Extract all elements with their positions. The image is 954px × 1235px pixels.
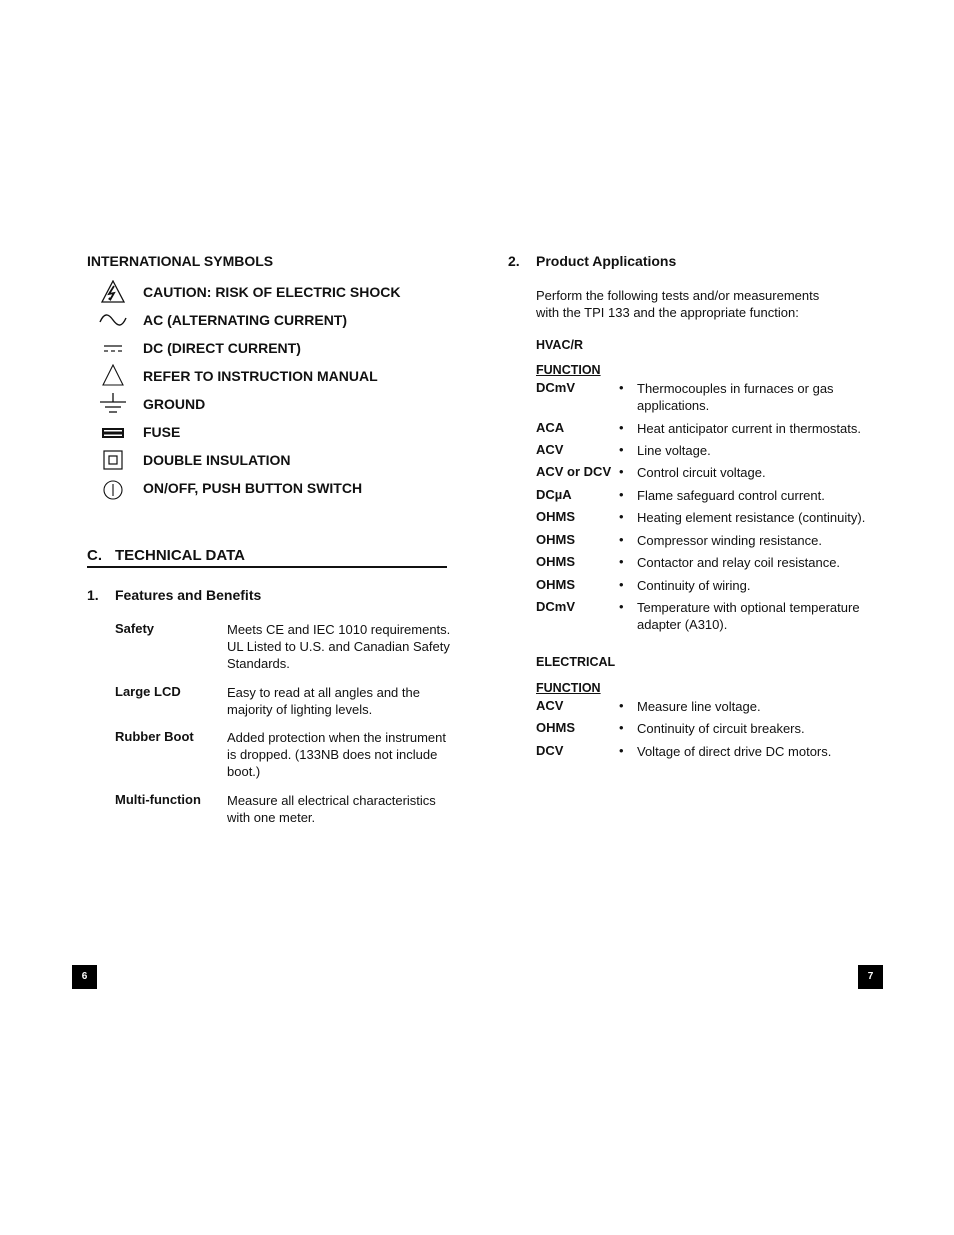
symbol-row-shock bbox=[96, 280, 416, 306]
hvac-heading: HVAC/R bbox=[536, 338, 583, 352]
ground-icon bbox=[96, 392, 130, 418]
function-term: OHMS bbox=[536, 509, 575, 524]
dc-icon bbox=[96, 336, 130, 362]
function-desc: Compressor winding resistance. bbox=[637, 533, 822, 548]
symbols-heading: INTERNATIONAL SYMBOLS bbox=[87, 253, 274, 269]
function-term: ACV bbox=[536, 442, 564, 457]
feature-desc: Easy to read at all angles and the majority of lighting levels. bbox=[227, 685, 420, 717]
ac-wave-icon bbox=[96, 308, 130, 334]
bullet: • bbox=[619, 720, 624, 735]
function-desc: Heating element resistance (continuity). bbox=[637, 510, 866, 525]
fuse-icon bbox=[96, 420, 130, 446]
symbol-row-fuse bbox=[96, 420, 416, 446]
symbol-row-dc bbox=[96, 336, 416, 362]
symbol-label: AC (ALTERNATING CURRENT) bbox=[143, 312, 348, 328]
function-desc: Temperature with optional temperature adapter (A310). bbox=[637, 600, 860, 632]
features-number: 1. bbox=[87, 587, 99, 603]
feature-term: Safety bbox=[115, 621, 155, 636]
feature-desc: Measure all electrical characteristics with one meter. bbox=[227, 793, 436, 825]
features-title: Features and Benefits bbox=[115, 587, 262, 603]
warning-triangle-icon bbox=[96, 364, 130, 390]
function-desc: Continuity of wiring. bbox=[637, 578, 751, 593]
applications-number: 2. bbox=[508, 253, 520, 269]
function-desc: Contactor and relay coil resistance. bbox=[637, 555, 841, 570]
feature-term: Rubber Boot bbox=[115, 729, 194, 744]
applications-intro: Perform the following tests and/or measurements with the TPI 133 and the appropriate function: bbox=[536, 288, 820, 320]
symbol-label: FUSE bbox=[143, 424, 181, 440]
function-term: ACV or DCV bbox=[536, 464, 612, 479]
function-term: OHMS bbox=[536, 532, 575, 547]
page-number-left: 6 bbox=[72, 965, 97, 989]
symbol-row-manual bbox=[96, 364, 416, 390]
feature-desc: Added protection when the instrument is dropped. (133NB does not include boot.) bbox=[227, 730, 446, 779]
electrical-function-label: FUNCTION bbox=[536, 681, 601, 695]
feature-term: Multi-function bbox=[115, 792, 201, 807]
bullet: • bbox=[619, 464, 624, 479]
function-term: DCV bbox=[536, 743, 564, 758]
electric-shock-warning-icon bbox=[96, 280, 130, 306]
double-insulation-icon bbox=[96, 448, 130, 474]
function-term: OHMS bbox=[536, 577, 575, 592]
feature-term: Large LCD bbox=[115, 684, 181, 699]
bullet: • bbox=[619, 599, 624, 614]
electrical-heading: ELECTRICAL bbox=[536, 655, 616, 669]
function-desc: Flame safeguard control current. bbox=[637, 488, 825, 503]
power-switch-icon bbox=[96, 476, 130, 502]
bullet: • bbox=[619, 577, 624, 592]
applications-title: Product Applications bbox=[536, 253, 677, 269]
section-number: C. bbox=[87, 547, 102, 564]
function-term: DCmV bbox=[536, 599, 576, 614]
symbol-label: REFER TO INSTRUCTION MANUAL bbox=[143, 368, 378, 384]
bullet: • bbox=[619, 380, 624, 395]
symbol-label: DC (DIRECT CURRENT) bbox=[143, 340, 301, 356]
hvac-function-label: FUNCTION bbox=[536, 363, 601, 377]
function-desc: Voltage of direct drive DC motors. bbox=[637, 744, 832, 759]
features-heading bbox=[87, 587, 261, 603]
applications-heading bbox=[508, 253, 676, 269]
symbol-row-double-insulation bbox=[96, 448, 416, 474]
function-desc: Control circuit voltage. bbox=[637, 465, 766, 480]
bullet: • bbox=[619, 442, 624, 457]
function-term: DCµA bbox=[536, 487, 572, 502]
bullet: • bbox=[619, 509, 624, 524]
function-term: ACA bbox=[536, 420, 565, 435]
bullet: • bbox=[619, 532, 624, 547]
bullet: • bbox=[619, 743, 624, 758]
bullet: • bbox=[619, 420, 624, 435]
function-desc: Heat anticipator current in thermostats. bbox=[637, 421, 861, 436]
bullet: • bbox=[619, 698, 624, 713]
function-term: OHMS bbox=[536, 554, 575, 569]
symbol-label: CAUTION: RISK OF ELECTRIC SHOCK bbox=[143, 284, 401, 300]
function-desc: Continuity of circuit breakers. bbox=[637, 721, 805, 736]
function-term: DCmV bbox=[536, 380, 576, 395]
symbol-label: GROUND bbox=[143, 396, 206, 412]
section-title: TECHNICAL DATA bbox=[115, 547, 245, 564]
symbol-row-ground bbox=[96, 392, 416, 418]
function-desc: Thermocouples in furnaces or gas applications. bbox=[637, 381, 834, 413]
feature-desc: Meets CE and IEC 1010 requirements. UL Listed to U.S. and Canadian Safety Standards. bbox=[227, 622, 451, 671]
function-desc: Measure line voltage. bbox=[637, 699, 761, 714]
function-term: OHMS bbox=[536, 720, 575, 735]
function-desc: Line voltage. bbox=[637, 443, 711, 458]
symbol-row-switch bbox=[96, 476, 416, 502]
section-c-heading bbox=[87, 547, 447, 568]
page-number-right: 7 bbox=[858, 965, 883, 989]
bullet: • bbox=[619, 554, 624, 569]
symbol-label: DOUBLE INSULATION bbox=[143, 452, 291, 468]
symbol-row-ac bbox=[96, 308, 416, 334]
bullet: • bbox=[619, 487, 624, 502]
function-term: ACV bbox=[536, 698, 564, 713]
symbol-label: ON/OFF, PUSH BUTTON SWITCH bbox=[143, 480, 363, 496]
